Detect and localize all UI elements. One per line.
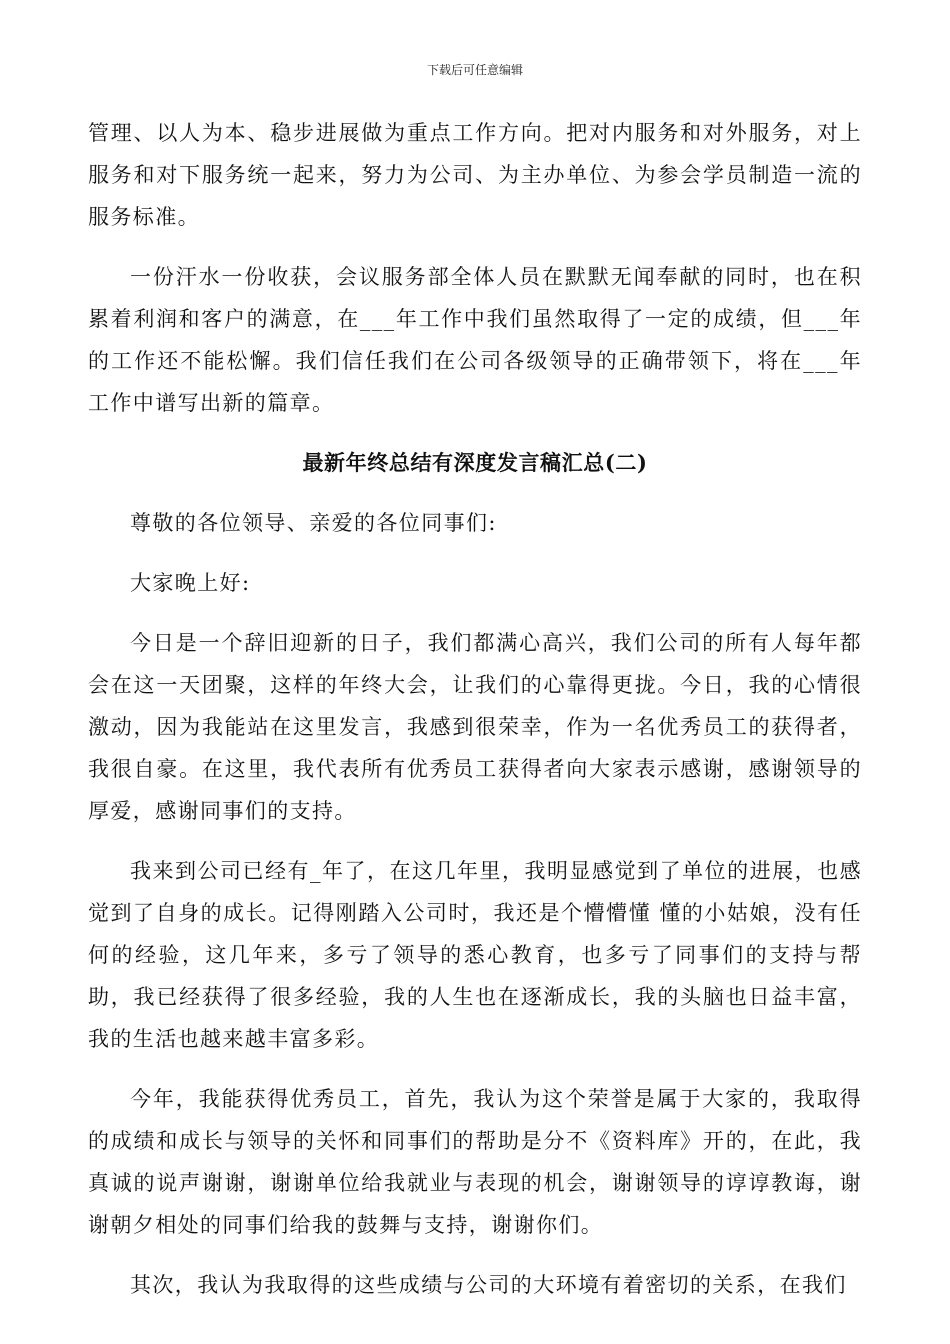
page-header: 下载后可任意编辑: [426, 63, 523, 77]
document-body: [88, 112, 862, 1324]
greeting: 大家晚上好:: [130, 571, 251, 595]
paragraph: 今年，我能获得优秀员工，首先，我认为这个荣誉是属于大家的，我取得的成绩和成长与领导的关怀和同事们的帮助是分不《资料库》开的，在此，我真诚的说声谢谢，谢谢单位给我就业与表现的机会，谢谢领导的谆谆教诲，谢谢朝夕相处的同事们给我的鼓舞与支持，谢谢你们。: [88, 1087, 862, 1237]
paragraph: 今日是一个辞旧迎新的日子，我们都满心高兴，我们公司的所有人每年都会在这一天团聚，这样的年终大会，让我们的心靠得更拢。今日，我的心情很激动，因为我能站在这里发言，我感到很荣幸，作为一名优秀员工的获得者，我很自豪。在这里，我代表所有优秀员工获得者向大家表示感谢，感谢领导的厚爱，感谢同事们的支持。: [88, 631, 862, 823]
section-title: 最新年终总结有深度发言稿汇总(二): [302, 450, 648, 475]
paragraph-continuation: 管理、以人为本、稳步进展做为重点工作方向。把对内服务和对外服务，对上服务和对下服务统一起来，努力为公司、为主办单位、为参会学员制造一流的服务标准。: [88, 121, 862, 229]
paragraph: 其次，我认为我取得的这些成绩与公司的大环境有着密切的关系，在我们: [130, 1273, 847, 1297]
salutation: 尊敬的各位领导、亲爱的各位同事们:: [130, 511, 497, 535]
paragraph: 我来到公司已经有_年了，在这几年里，我明显感觉到了单位的进展，也感觉到了自身的成长。记得刚踏入公司时，我还是个懵懵懂 懂的小姑娘，没有任何的经验，这几年来，多亏了领导的悉心教育，也多亏了同事们的支持与帮助，我已经获得了很多经验，我的人生也在逐渐成长，我的头脑也日益丰富，我的生活也越来越丰富多彩。: [88, 859, 862, 1051]
paragraph: 一份汗水一份收获，会议服务部全体人员在默默无闻奉献的同时，也在积累着利润和客户的满意，在___年工作中我们虽然取得了一定的成绩，但___年的工作还不能松懈。我们信任我们在公司各级领导的正确带领下，将在___年工作中谱写出新的篇章。: [88, 265, 862, 415]
